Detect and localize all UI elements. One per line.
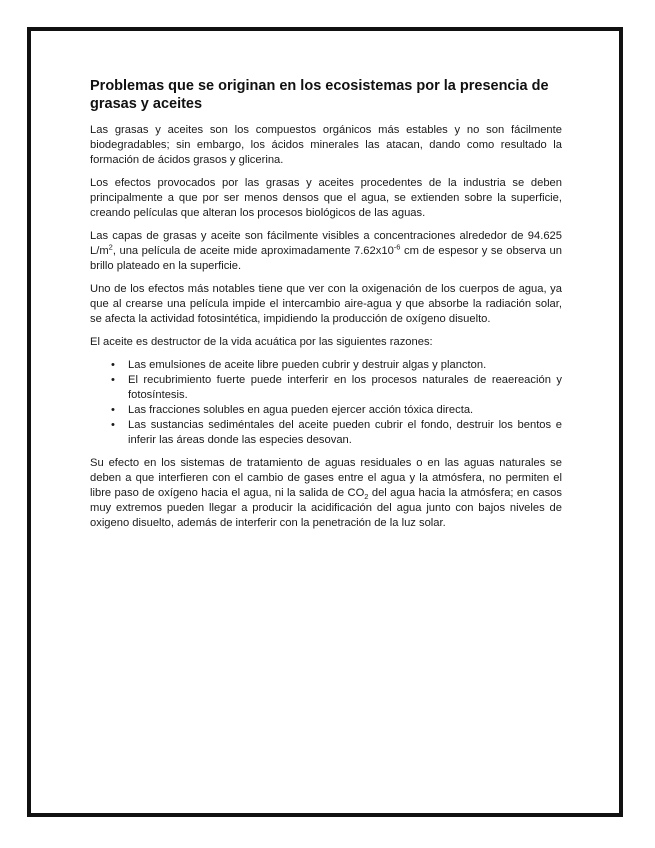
list-item	[90, 358, 562, 373]
bullet-icon: •	[111, 359, 115, 371]
paragraph-3-text-a: Las capas de grasas y aceite son fácilmente visibles a concentraciones alrededor de 94.625 L/m	[90, 230, 562, 257]
paragraph-3-text-c: cm de espesor y se observa un brillo plateado en la superficie.	[90, 245, 562, 272]
paragraph-4: Uno de los efectos más notables tiene que ver con la oxigenación de los cuerpos de agua, ya que al crearse una película impide el intercambio aire-agua y que absorbe la radiación solar, se afecta la actividad fotosintética, impidiendo la producción de oxígeno disuelto.	[90, 283, 562, 325]
paragraph-3-text-b: , una película de aceite mide aproximadamente 7.62x10	[112, 245, 394, 257]
paragraph-6	[90, 456, 562, 531]
page-frame	[27, 27, 623, 817]
paragraph-2: Los efectos provocados por las grasas y aceites procedentes de la industria se deben principalmente a que por ser menos densos que el agua, se extienden sobre la superficie, creando películas que alteran los procesos biológicos de las aguas.	[90, 177, 562, 219]
list-item	[90, 373, 562, 403]
bullet-icon: •	[111, 419, 115, 431]
page-title: Problemas que se originan en los ecosistemas por la presencia de grasas y aceites	[90, 78, 549, 112]
list-item-text: El recubrimiento fuerte puede interferir en los procesos naturales de reaereación y fotosíntesis.	[128, 374, 562, 401]
paragraph-3	[90, 229, 562, 274]
paragraph-5: El aceite es destructor de la vida acuática por las siguientes razones:	[90, 336, 433, 348]
paragraph-6-text-b: del agua hacia la atmósfera; en casos muy extremos pueden llegar a producir la acidificación del agua junto con bajos niveles de oxigeno disuelto, además de interferir con la penetración de la luz solar.	[90, 487, 562, 529]
list-item-text: Las sustancias sediméntales del aceite pueden cubrir el fondo, destruir los bentos e inferir las áreas donde las especies desovan.	[128, 419, 562, 446]
list-item-text: Las emulsiones de aceite libre pueden cubrir y destruir algas y plancton.	[128, 359, 487, 371]
bullet-icon: •	[111, 374, 115, 386]
list-item-text: Las fracciones solubles en agua pueden ejercer acción tóxica directa.	[128, 404, 474, 416]
subscript-co2: 2	[364, 492, 369, 502]
superscript-exponent: -6	[393, 242, 401, 252]
superscript-squared: 2	[108, 242, 113, 252]
paragraph-1: Las grasas y aceites son los compuestos orgánicos más estables y no son fácilmente biodegradables; sin embargo, los ácidos minerales las atacan, dando como resultado la formación de ácidos grasos y glicerina.	[90, 124, 562, 166]
bullet-list	[90, 358, 562, 448]
document-body	[90, 77, 562, 539]
paragraph-6-text-a: Su efecto en los sistemas de tratamiento de aguas residuales o en las aguas naturales se deben a que interfieren con el cambio de gases entre el agua y la atmósfera, no permiten el libre paso de oxígeno hacia el agua, ni la salida de CO	[90, 457, 562, 499]
bullet-icon: •	[111, 404, 115, 416]
list-item	[90, 403, 562, 418]
list-item	[90, 418, 562, 448]
